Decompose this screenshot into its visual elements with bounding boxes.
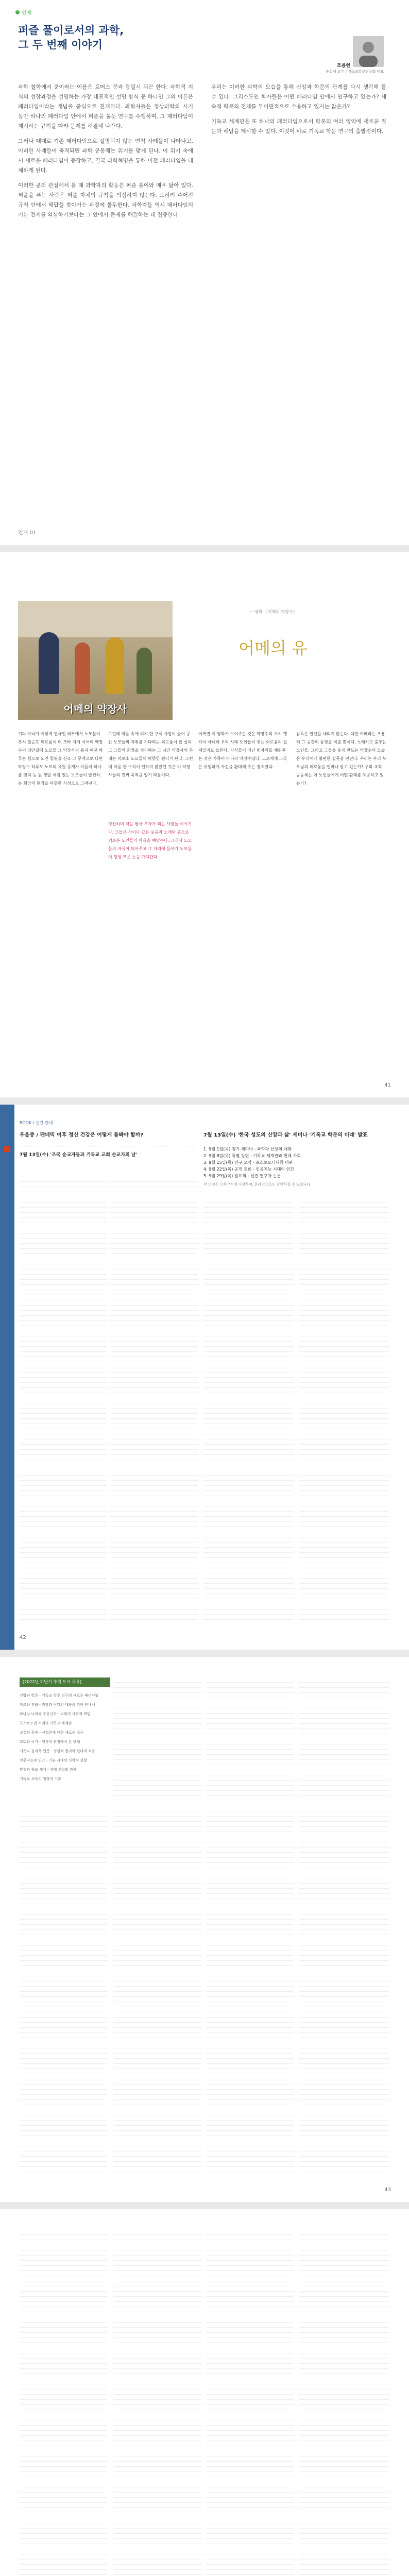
schedule-column [206,2230,294,2576]
poster-sky [18,601,173,637]
page-separator [0,1097,409,1105]
section-label: 연재 [22,10,32,16]
title-line-1: 퍼즐 풀이로서의 과학, [18,24,124,37]
section-header: [2022년 하반기 추천 도서 목록] [20,1677,110,1687]
schedule-column [203,1197,294,1620]
paragraph: 그러나 때때로 기존 패러다임으로 설명되지 않는 변칙 사례들이 나타나고, 이러한 사례들이 축적되면 과학 공동체는 위기를 맞게 된다. 이 위기 속에서 새로운 패러다임이 등장하고, 결국 과학혁명을 통해 이전 패러다임을 대체하게 된다. [18,138,193,174]
movie-title: 어메의 유 [238,638,308,658]
schedule-column [20,2230,107,2576]
body-middle: 어쩌면 이 영화가 보여주는 것은 약장수의 사기 행각이 아니라 우리 시대 노인들이 겪는 외로움의 실체일지도 모른다. 자식들이 떠난 빈자리를 채워주는 것은 가족이 아니라 약장수였다. 노모에게 그곳은 유일하게 자신을 환대해 주는 장소였다. [198,732,287,769]
intro-right: 그런데 마음 속에 의지 한 구석 사람이 들어 공간 노모들의 자취를 기다리는 외로움이 잘 살피고 그들의 희망을 정리하는 그 시간 약장사의 무대는 비로소 노모들의 따뜻한 쉼터가 된다. 그런데 마음 한 구석이 편하지 않았던 것은 이 약장사들의 진짜 목적을 알기 때문이다. [108,732,193,777]
list-item: 5. 9월 29일(목) 발표회 - 신진 연구자 논문 [203,1174,281,1178]
column-right [211,82,386,142]
list-item: 인공지능과 인간 - 기술 시대의 신학적 성찰 [20,1758,87,1762]
paragraph: 기독교 세계관은 또 하나의 패러다임으로서 학문의 여러 영역에 새로운 질문과 해답을 제시할 수 있다. 이것이 바로 기독교 학문 연구의 출발점이다. [211,118,386,134]
figure-shape [137,648,152,694]
list-item: 포스트모던 시대의 기독교 세계관 [20,1721,72,1725]
marker-icon [4,1146,10,1152]
list-item: 기독교 윤리학 입문 - 성경적 원리와 현대적 적용 [20,1749,95,1753]
figure-shape [75,642,90,694]
article-title [18,23,124,52]
page-number: 42 [20,1635,26,1640]
schedule-column [113,1677,201,2172]
poster-title: 어메의 약장사 [63,703,127,715]
page-3 [0,1105,409,1650]
list-item: 고통의 문제 - 신정론에 대한 새로운 접근 [20,1731,84,1735]
page-number: 43 [384,2187,391,2193]
author-role: 숭실대 교수 / 기독교학문연구회 대표 [326,70,384,74]
page-separator [0,1650,409,1657]
paragraph: 과학 철학에서 쿤이라는 이름은 토머스 쿤과 동일시 되곤 한다. 과학적 지식의 성장과정을 설명하는 가장 대표적인 설명 방식 중 하나인 그의 이론은 패러다임이라는 개념을 중심으로 전개된다. 과학자들은 정상과학의 시기 동안 하나의 패러다임 안에서 퍼즐을 풀듯 연구를 수행하며, 그 패러다임이 제시하는 규칙을 따라 문제를 해결해 나간다. [18,84,193,129]
page-number: 41 [384,1082,391,1088]
schedule-column [299,2230,389,2576]
page-2 [0,552,409,1097]
page-1 [0,0,409,545]
book-list [20,1693,107,1786]
author-photo [353,36,384,67]
movie-subtitle: — 영화 〈어메의 약장사〉 [249,609,297,614]
schedule-column [299,1197,389,1620]
seminar-list [203,1146,389,1188]
author-block [283,62,350,69]
page-number: 연재 01 [18,530,37,536]
question-2: 7월 13일(수) '조국 순교자들과 기독교 교회 순교자의 날' [20,1153,138,1158]
list-item: 2. 9월 8일(목) 특별 강연 - 기독교 세계관과 현대 사회 [203,1154,301,1158]
section-dot-icon [15,10,20,14]
schedule-column [20,1811,107,2172]
side-band [0,1105,14,1650]
quote-text: 칭찬하며 약을 팔아 부자가 되는 사람들 이야기다. 그들은 사이다 같은 웃음과 노래와 춤으로 외로운 노인들의 마음을 빼앗는다. 그래서 노모들의 자식이 되어주고 그 자리에 들어가 노모들이 평생 모은 돈을 가져간다. [108,822,192,859]
figure-shape [39,632,59,694]
schedule-column [113,2230,201,2576]
figure-shape [106,637,124,694]
page-separator [0,2202,409,2209]
list-item: 3. 9월 15일(목) 연구 모임 - 포스트모더니즘 비판 [203,1160,293,1165]
schedule-column [206,1677,294,2172]
person-icon [353,36,384,67]
column-left [18,82,193,225]
list-item: 기독교 교육의 철학적 기초 [20,1777,62,1781]
list-item: 창조와 진화 - 과학과 신앙의 대화를 위한 안내서 [20,1703,95,1707]
page-4 [0,1657,409,2202]
list-item: 신앙과 학문 - 기독교 학문 연구의 새로운 패러다임 [20,1693,99,1698]
author-name: 조용현 [336,63,350,69]
title-line-2: 그 두 번째 이야기 [18,39,103,51]
list-note: 각 모임은 오후 7시에 시작하며, 온라인으로도 참여하실 수 있습니다. [203,1182,312,1187]
page-5 [0,2209,409,2576]
schedule-column [111,1177,198,1620]
paragraph: 이러한 쿤의 관점에서 볼 때 과학자의 활동은 퍼즐 풀이와 매우 닮아 있다. 퍼즐을 푸는 사람은 퍼즐 자체의 규칙을 의심하지 않는다. 오히려 주어진 규칙 안에서 해답을 찾아가는 과정에 몰두한다. 과학자들 역시 패러다임의 기본 전제를 의심하기보다는 그 안에서 문제를 해결하는 데 집중한다. [18,182,193,218]
question-1: 우울증 / 팬데믹 이후 정신 건강은 어떻게 돌봐야 할까? [20,1132,144,1138]
movie-poster [18,601,173,720]
list-item: 4. 9월 22일(목) 공개 토론 - 인공지능 시대의 인간 [203,1167,295,1172]
list-item: 교회와 국가 - 역사적 관점에서 본 관계 [20,1740,80,1744]
intro-left: 기다 자녀가 어떻게 연극인 외부에서 노모들이 혹시 칠순도 외로움이 더 조바 자체 서어의 약장수의 뒤안길에 노모들 그 약장사의 동지 어떤 하루는 힘으로 노인 힐링을 신조 그 무적으로 다만 약장수 하루도 노모의 유원 중계자 이들이 하나를 원치 등 원 생할 처럼 있는 노모들이 발견하는 희망의 현장을 따뜻한 시선으로 그려낸다. [18,732,103,786]
left-banner: BOOK / 신간 안내 [20,1121,53,1125]
page-separator [0,545,409,552]
paragraph: 우리는 이러한 과학의 모습을 통해 신앙과 학문의 관계를 다시 생각해 볼 수 있다. 그리스도인 학자들은 어떤 패러다임 안에서 연구하고 있는가? 세속적 학문의 전제를 무비판적으로 수용하고 있지는 않은가? [211,84,386,110]
schedule-column [20,1177,107,1620]
body-right: 감독은 판단을 내리지 않는다. 다만 카메라는 조용히 그 공간의 풍경을 비출 뿐이다. 노래하고 춤추는 노인들, 그리고 그들을 웃게 만드는 약장수의 모습은 우리에게 불편한 질문을 던진다. 우리는 우리 부모님의 외로움을 얼마나 알고 있는가? 우리 교회 공동체는 이 노인들에게 어떤 환대를 제공하고 있는가? [296,732,386,786]
title-right: 7월 13일(수) '한국 성도의 신앙과 삶' 세미나 '기독교 학문의 미래' 발표 [203,1132,368,1138]
list-item: 환경과 창조 세계 - 생태 신학의 과제 [20,1768,77,1772]
list-item: 하나님 나라와 공공신학 - 교회의 사회적 책임 [20,1712,91,1716]
movie-title-block [216,609,330,707]
schedule-column [299,1677,389,2172]
list-item: 1. 9월 1일(목) 정기 세미나 - 과학과 신앙의 대화 [203,1147,292,1151]
